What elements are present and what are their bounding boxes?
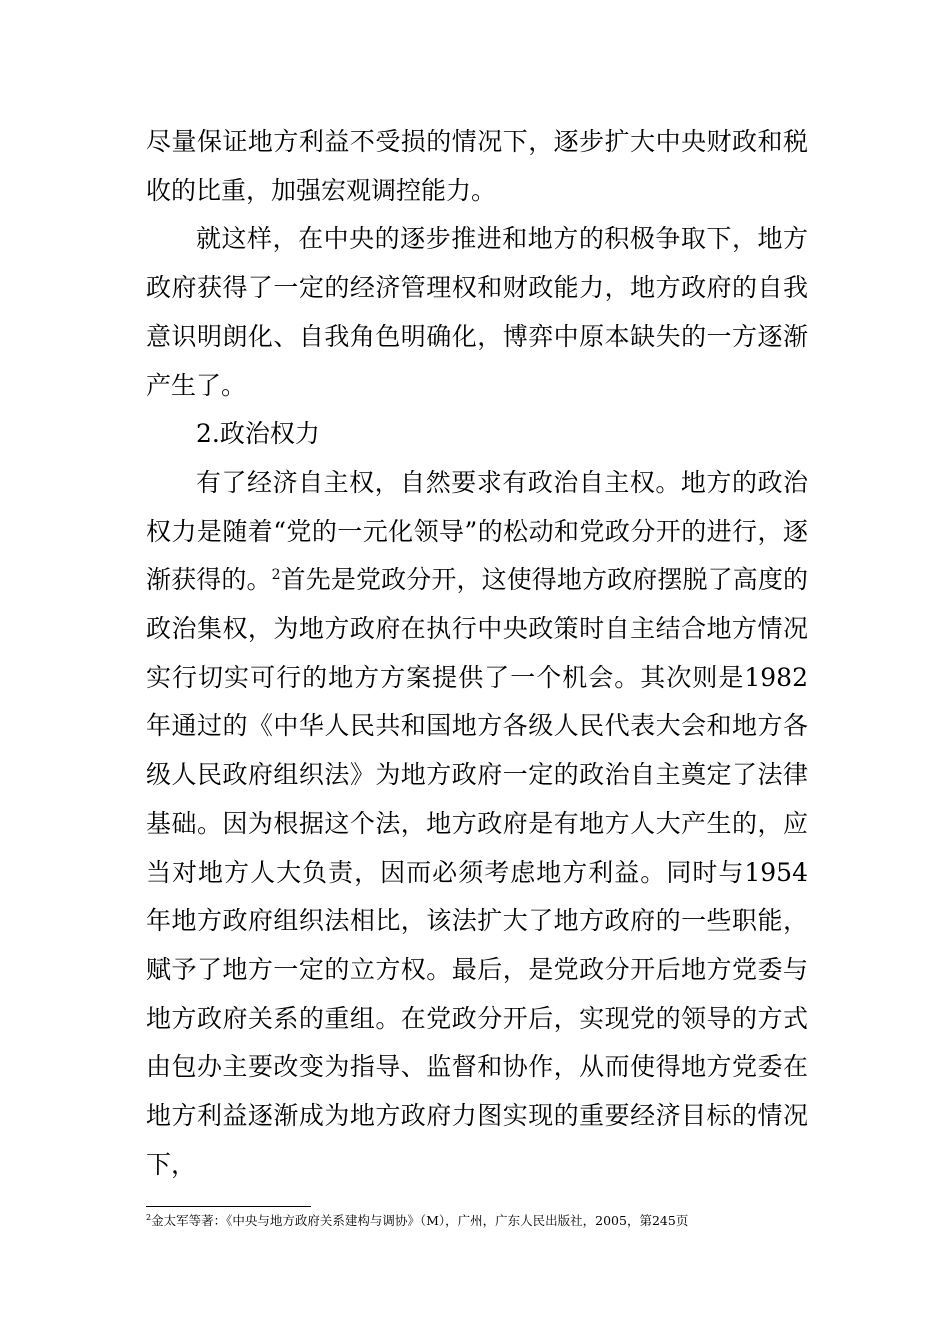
paragraph-3-part-1: 有了经济自主权，自然要求有政治自主权。地方的政治权力是随着“党的一元化领导”的松动和党政分开的进行，逐渐获得的。: [146, 467, 808, 595]
footnote-text: 金太军等著：《中央与地方政府关系建构与调协》（M），广州，广东人民出版社，2005，第245页: [151, 1213, 689, 1228]
body-text: [146, 118, 808, 1189]
paragraph-3: [146, 459, 808, 1190]
paragraph-2: 就这样，在中央的逐步推进和地方的积极争取下，地方政府获得了一定的经济管理权和财政能力，地方政府的自我意识明朗化、自我角色明确化，博弈中原本缺失的一方逐渐产生了。: [146, 224, 808, 400]
footnote-reference[interactable]: 2: [271, 567, 281, 584]
footnote-separator: [146, 1206, 311, 1207]
footnote-mark: 2: [146, 1213, 152, 1222]
footnote: [146, 1212, 846, 1230]
section-heading: 2.政治权力: [196, 419, 320, 449]
paragraph-3-part-2: 首先是党政分开，这使得地方政府摆脱了高度的政治集权，为地方政府在执行中央政策时自主结合地方情况实行切实可行的地方方案提供了一个机会。其次则是1982年通过的《中华人民共和国地方各级人民代表大会和地方各级人民政府组织法》为地方政府一定的政治自主奠定了法律基础。因为根据这个法，地方政府是有地方人大产生的，应当对地方人大负责，因而必须考虑地方利益。同时与1954年地方政府组织法相比，该法扩大了地方政府的一些职能，赋予了地方一定的立方权。最后，是党政分开后地方党委与地方政府关系的重组。在党政分开后，实现党的领导的方式由包办主要改变为指导、监督和协作，从而使得地方党委在地方利益逐渐成为地方政府力图实现的重要经济目标的情况下，: [146, 565, 808, 1179]
paragraph-1: 尽量保证地方利益不受损的情况下，逐步扩大中央财政和税收的比重，加强宏观调控能力。: [146, 127, 808, 205]
